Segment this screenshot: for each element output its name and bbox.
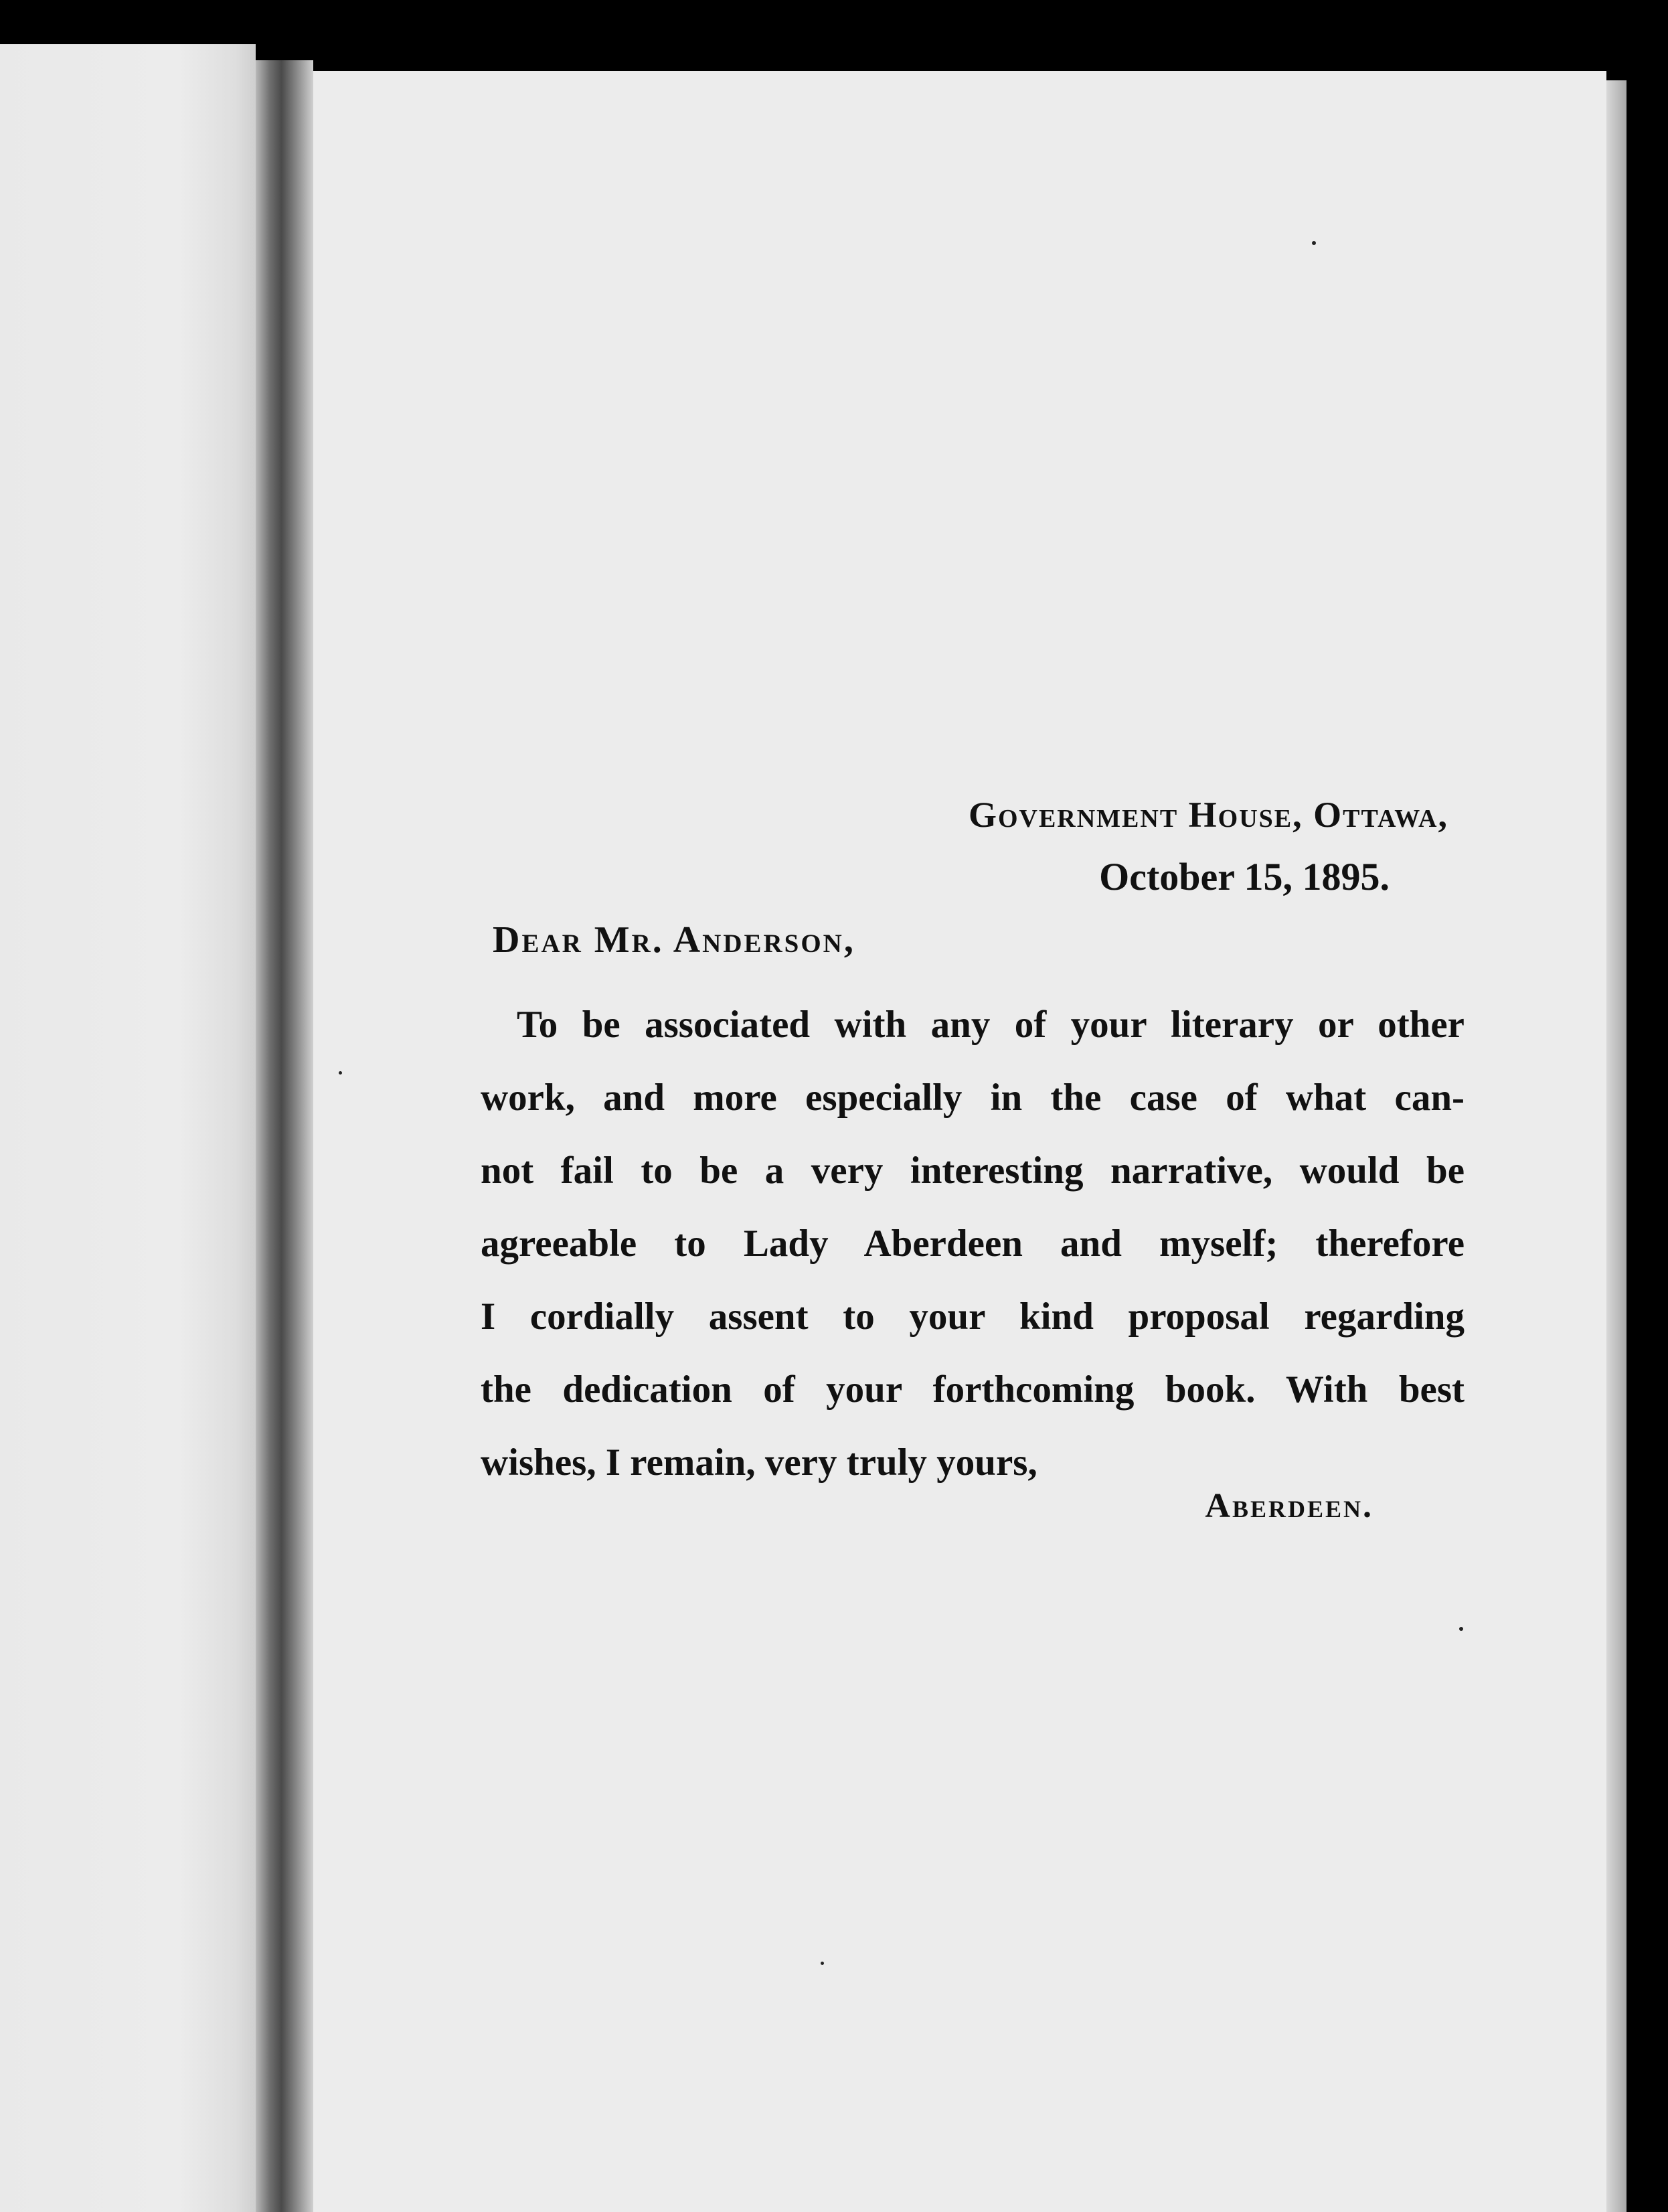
dedication-letter <box>313 71 1606 2212</box>
dust-speck <box>1312 241 1316 245</box>
page-edge <box>1606 80 1627 2212</box>
right-page <box>313 71 1606 2212</box>
dust-speck <box>339 1071 342 1075</box>
body-line: the dedication of your forthcoming book. With best <box>481 1368 1465 1411</box>
left-page <box>0 44 256 2212</box>
letter-salutation: Dear Mr. Anderson, <box>493 919 855 961</box>
body-line: To be associated with any of your literary or other <box>517 1004 1465 1046</box>
body-line: work, and more especially in the case of what can- <box>481 1077 1465 1119</box>
letter-date: October 15, 1895. <box>1099 855 1390 898</box>
letter-heading: Government House, Ottawa, <box>968 795 1448 835</box>
letter-body <box>481 988 1465 1499</box>
body-line: not fail to be a very interesting narrative, would be <box>481 1150 1465 1192</box>
dust-speck <box>821 1962 824 1965</box>
dust-speck <box>1459 1627 1463 1631</box>
book-gutter <box>256 60 313 2212</box>
letter-signature: Aberdeen. <box>1205 1487 1373 1525</box>
body-line: wishes, I remain, very truly yours, <box>481 1441 1037 1484</box>
body-line: agreeable to Lady Aberdeen and myself; therefore <box>481 1222 1465 1265</box>
body-line: I cordially assent to your kind proposal regarding <box>481 1295 1465 1338</box>
